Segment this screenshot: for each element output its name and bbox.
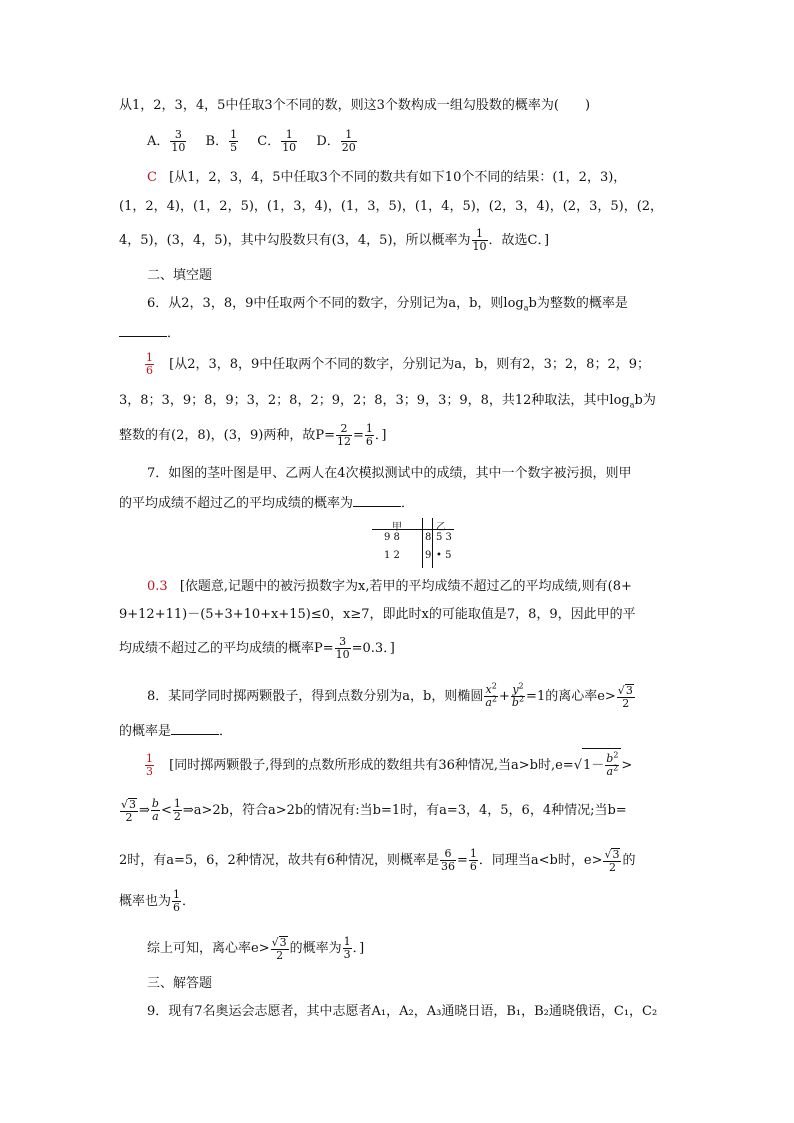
q7-stem-line2: 的平均成绩不超过乙的平均成绩的概率为 ． — [119, 496, 415, 511]
option-a: A． $\frac{3}{10}$ — [147, 128, 186, 154]
stem-row2-right: • 5 — [436, 550, 452, 561]
q8-summary: 综上可知，离心率e> $\frac{√3}{2}$ 的概率为 $\frac{1}{3}$ ．] — [147, 935, 365, 962]
stem-head-left: 甲 — [392, 522, 402, 533]
q7-explanation-line1: 0.3 [依题意,记题中的被污损数字为x,若甲的平均成绩不超过乙的平均成绩,则有(8+ — [147, 579, 632, 594]
option-b: B． $\frac{1}{5}$ — [205, 128, 238, 154]
option-c: C． $\frac{1}{10}$ — [257, 128, 297, 154]
q8-explanation-line4: 概率也为 $\frac{1}{6}$ ． — [119, 888, 196, 914]
stem-row2-stem: 9 — [425, 550, 432, 561]
q6-blank: ． — [119, 324, 180, 342]
section-title-solve: 三、解答题 — [147, 976, 213, 991]
q5-explanation-line1: C [从1，2，3，4，5中任取3个不同的数共有如下10个不同的结果：(1，2，3)， — [147, 170, 627, 185]
q7-explanation-line3: 均成绩不超过乙的平均成绩的概率P= $\frac{3}{10}$ =0.3．] — [119, 635, 395, 661]
q5-answer: C — [147, 170, 157, 185]
stem-row1-stem: 8 — [425, 532, 432, 543]
q5-explanation-line3: 4，5)，(3，4，5)，其中勾股数只有(3，4，5)，所以概率为 $\frac{1}{10}$ ．故选C．] — [119, 227, 550, 253]
stem-leaf-plot — [372, 518, 454, 568]
q5-options — [147, 126, 358, 158]
q7-stem-line1: 7．如图的茎叶图是甲、乙两人在4次模拟测试中的成绩，其中一个数字被污损，则甲 — [147, 466, 632, 481]
section-title-fill-in: 二、填空题 — [147, 268, 213, 283]
stem-row1-right: 5 3 — [436, 532, 452, 543]
q8-stem-line1: 8．某同学同时掷两颗骰子，得到点数分别为a，b，则椭圆 $\frac{x^2}{a^2}$ + $\frac{y^2}{b^2}$ =1的离心率e> $\frac{√3}{2}$ — [147, 681, 633, 710]
q6-explanation-line3: 整数的有(2，8)，(3，9)两种，故P= $\frac{2}{12}$ = $\frac{1}{6}$ ．] — [119, 422, 387, 448]
q9-stem: 9．现有7名奥运会志愿者，其中志愿者A₁，A₂，A₃通晓日语，B₁，B₂通晓俄语，C₁，C₂ — [147, 1004, 658, 1019]
q8-stem-line2: 的概率是 ． — [119, 724, 233, 739]
q8-answer: $\frac{1}{3}$ — [146, 752, 153, 778]
stem-row1-left: 9 8 — [384, 532, 400, 543]
q7-explanation-line2: 9+12+11)－(5+3+10+x+15)≤0，x≥7，即此时x的可能取值是7，8，9，因此甲的平 — [119, 607, 636, 622]
q8-explanation-line2: $\frac{√3}{2}$ ⇒ $\frac{b}{a}$ < $\frac{1}{2}$ ⇒a>2b，符合a>2b的情况有:当b=1时，有a=3，4，5，6，4种情况;当b= — [121, 797, 627, 824]
q7-answer: 0.3 — [147, 579, 168, 594]
q6-answer: $\frac{1}{6}$ — [146, 351, 153, 377]
stem-row2-left: 1 2 — [384, 550, 400, 561]
q6-stem: 6．从2，3，8，9中任取两个不同的数字，分别记为a，b，则$\log_ab$为整数的概率是 — [147, 296, 628, 313]
option-d: D． $\frac{1}{20}$ — [316, 128, 356, 154]
q5-stem: 从1，2，3，4，5中任取3个不同的数，则这3个数构成一组勾股数的概率为( ) — [119, 98, 591, 113]
q6-explanation-line1: $\frac{1}{6}$ [从2，3，8，9中任取两个不同的数字，分别记为a，b，则有2，3；2，8；2，9； — [146, 351, 650, 377]
q6-explanation-line2: 3，8；3，9；8，9；3，2；8，2；9，2；8，3；9，3；9，8，共12种取法，其中$\log_ab$为 — [119, 393, 656, 410]
stem-head-right: 乙 — [436, 522, 446, 533]
q8-explanation-line1: $\frac{1}{3}$ [同时掷两颗骰子,得到的点数所形成的数组共有36种情况,当a>b时,e=√1－ $\frac{b^2}{a^2}$ > — [144, 748, 632, 783]
q8-explanation-line3: 2时，有a=5，6，2种情况，故共有6种情况，则概率是 $\frac{6}{36}$ = $\frac{1}{6}$ ．同理当a<b时，e> $\frac{√3}{2}$ 的 — [119, 847, 636, 874]
q5-explanation-line2: (1，2，4)，(1，2，5)，(1，3，4)，(1，3，5)，(1，4，5)，(2，3，4)，(2，3，5)，(2， — [119, 199, 664, 214]
